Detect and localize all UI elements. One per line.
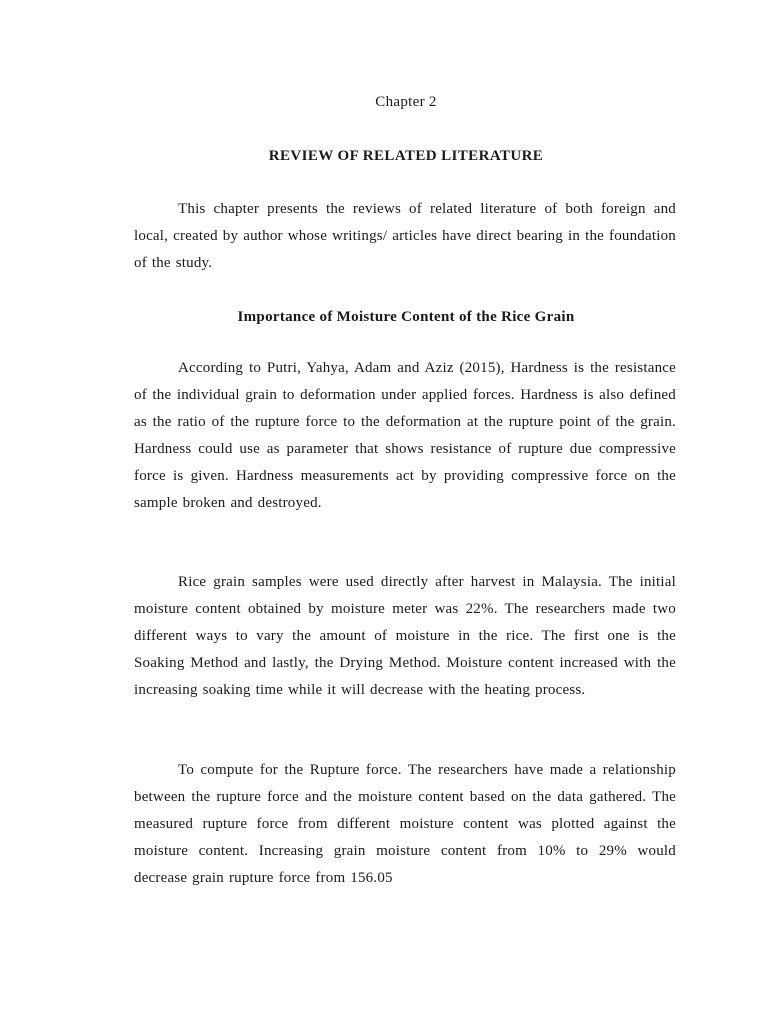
intro-paragraph: This chapter presents the reviews of related literature of both foreign and local, created by author whose writings/ articles have direct bearing in the foundation of the study. [134,201,676,271]
chapter-label: Chapter 2 [375,94,437,110]
section-heading: Importance of Moisture Content of the Rice Grain [237,309,575,325]
paragraph-rice-samples: Rice grain samples were used directly after harvest in Malaysia. The initial moisture content obtained by moisture meter was 22%. The researchers made two different ways to vary the amount of moisture in the rice. The first one is the Soaking Method and lastly, the Drying Method. Moisture content increased with the increasing soaking time while it will decrease with the heating process. [134,574,676,698]
paragraph-rupture-force: To compute for the Rupture force. The researchers have made a relationship between the rupture force and the moisture content based on the data gathered. The measured rupture force from different moisture content was plotted against the moisture content. Increasing grain moisture content from 10% to 29% would decrease grain rupture force from 156.05 [134,762,676,886]
chapter-title: REVIEW OF RELATED LITERATURE [268,148,544,164]
paragraph-hardness: According to Putri, Yahya, Adam and Aziz (2015), Hardness is the resistance of the individual grain to deformation under applied forces. Hardness is also defined as the ratio of the rupture force to the deformation at the rupture point of the grain. Hardness could use as parameter that shows resistance of rupture due compressive force is given. Hardness measurements act by providing compressive force on the sample broken and destroyed. [134,360,676,511]
